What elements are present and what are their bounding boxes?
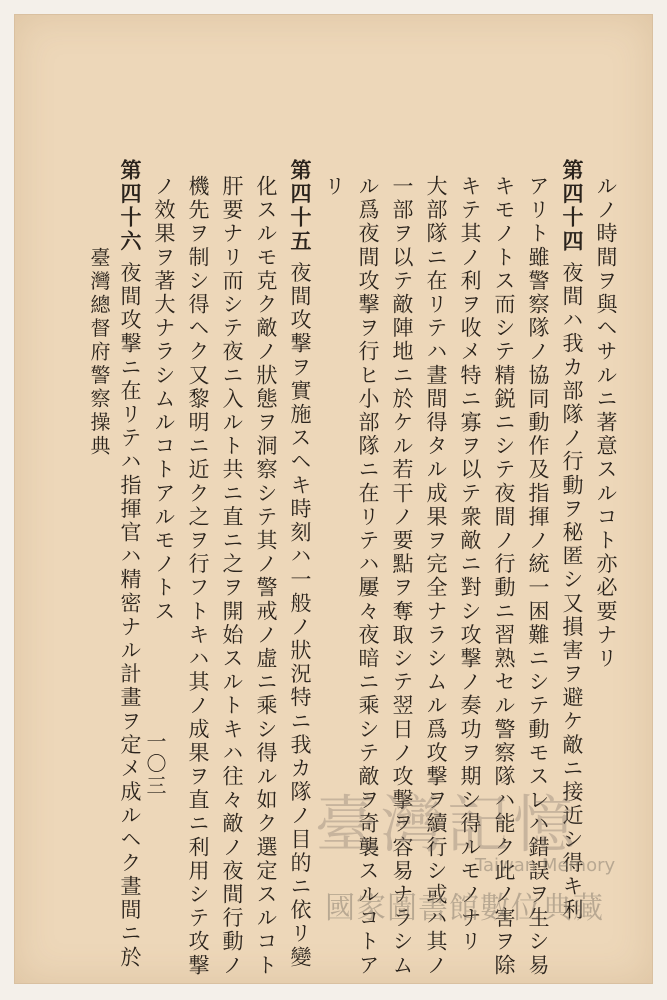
column-text: ルノ時間ヲ與ヘサルニ著意スルコト亦必要ナリ [594,175,618,671]
watermark-institution: 國家圖書館數位典藏 [325,891,604,926]
column-text: 化スルモ克ク敵ノ狀態ヲ洞察シテ其ノ警戒ノ虛ニ乘シ得ル如ク選定スルコト [254,175,278,978]
text-column-15 [116,159,144,969]
article-heading-45: 第四十五 [288,159,312,254]
text-column-2 [558,159,586,922]
column-text: キモノトス而シテ精鋭ニシテ夜間ノ行動ニ習熟セル警察隊ハ能ク此ノ害ヲ除 [492,175,516,978]
page-number: 一〇三 [143,731,167,797]
book-page [14,14,653,984]
text-column-8 [354,167,382,977]
column-text: 夜間ハ我カ部隊ノ行動ヲ秘匿シ又損害ヲ避ケ敵ニ接近シ得キ利 [560,261,584,923]
text-column-10 [286,159,314,969]
text-column-1 [592,167,620,671]
column-text: ノ效果ヲ著大ナラシムルコトアルモノトス [152,175,176,624]
text-column-6 [422,167,450,977]
text-column-3 [524,167,552,977]
column-text: 夜間攻撃ヲ實施スヘキ時刻ハ一般ノ狀況特ニ我カ隊ノ目的ニ依リ變 [288,261,312,970]
running-title: 臺灣總督府警察操典 [87,247,111,459]
watermark-logo-text: 臺灣記憶 [315,788,580,861]
column-text: 一部ヲ以テ敵陣地ニ於ケル若干ノ要點ヲ奪取シテ翌日ノ攻撃ヲ容易ナラシム [390,175,414,978]
text-column-11 [252,167,280,977]
text-column-13 [184,167,212,977]
text-column-12 [218,167,246,977]
text-column-7 [388,167,416,977]
article-heading-46: 第四十六 [118,159,142,254]
column-text: アリト雖警察隊ノ協同動作及指揮ノ統一困難ニシテ動モスレハ錯誤ヲ生シ易 [526,175,550,978]
column-text: 肝要ナリ而シテ夜ニ入ルト共ニ直ニ之ヲ開始スルトキハ往々敵ノ夜間行動ノ [220,175,244,978]
article-heading-44: 第四十四 [560,159,584,254]
text-column-14 [150,167,178,623]
watermark-english: Taiwan Memory [475,855,616,876]
column-text: リ [322,175,346,199]
column-text: 機先ヲ制シ得ヘク又黎明ニ近ク之ヲ行フトキハ其ノ成果ヲ直ニ利用シテ攻撃 [186,175,210,978]
column-text: 夜間攻撃ニ在リテハ指揮官ハ精密ナル計畫ヲ定メ成ルヘク晝間ニ於 [118,261,142,970]
text-column-4 [490,167,518,977]
column-text: キテ其ノ利ヲ收メ特ニ寡ヲ以テ衆敵ニ對シ攻撃ノ奏功ヲ期シ得ルモノナリ [458,175,482,954]
text-column-9 [320,167,348,199]
text-column-5 [456,167,484,954]
column-text: 大部隊ニ在リテハ晝間得タル成果ヲ完全ナラシムル爲攻撃ヲ續行シ或ハ其ノ [424,175,448,978]
column-text: ル爲夜間攻撃ヲ行ヒ小部隊ニ在リテハ屢々夜暗ニ乘シテ敵ヲ奇襲スルコトア [356,175,380,978]
